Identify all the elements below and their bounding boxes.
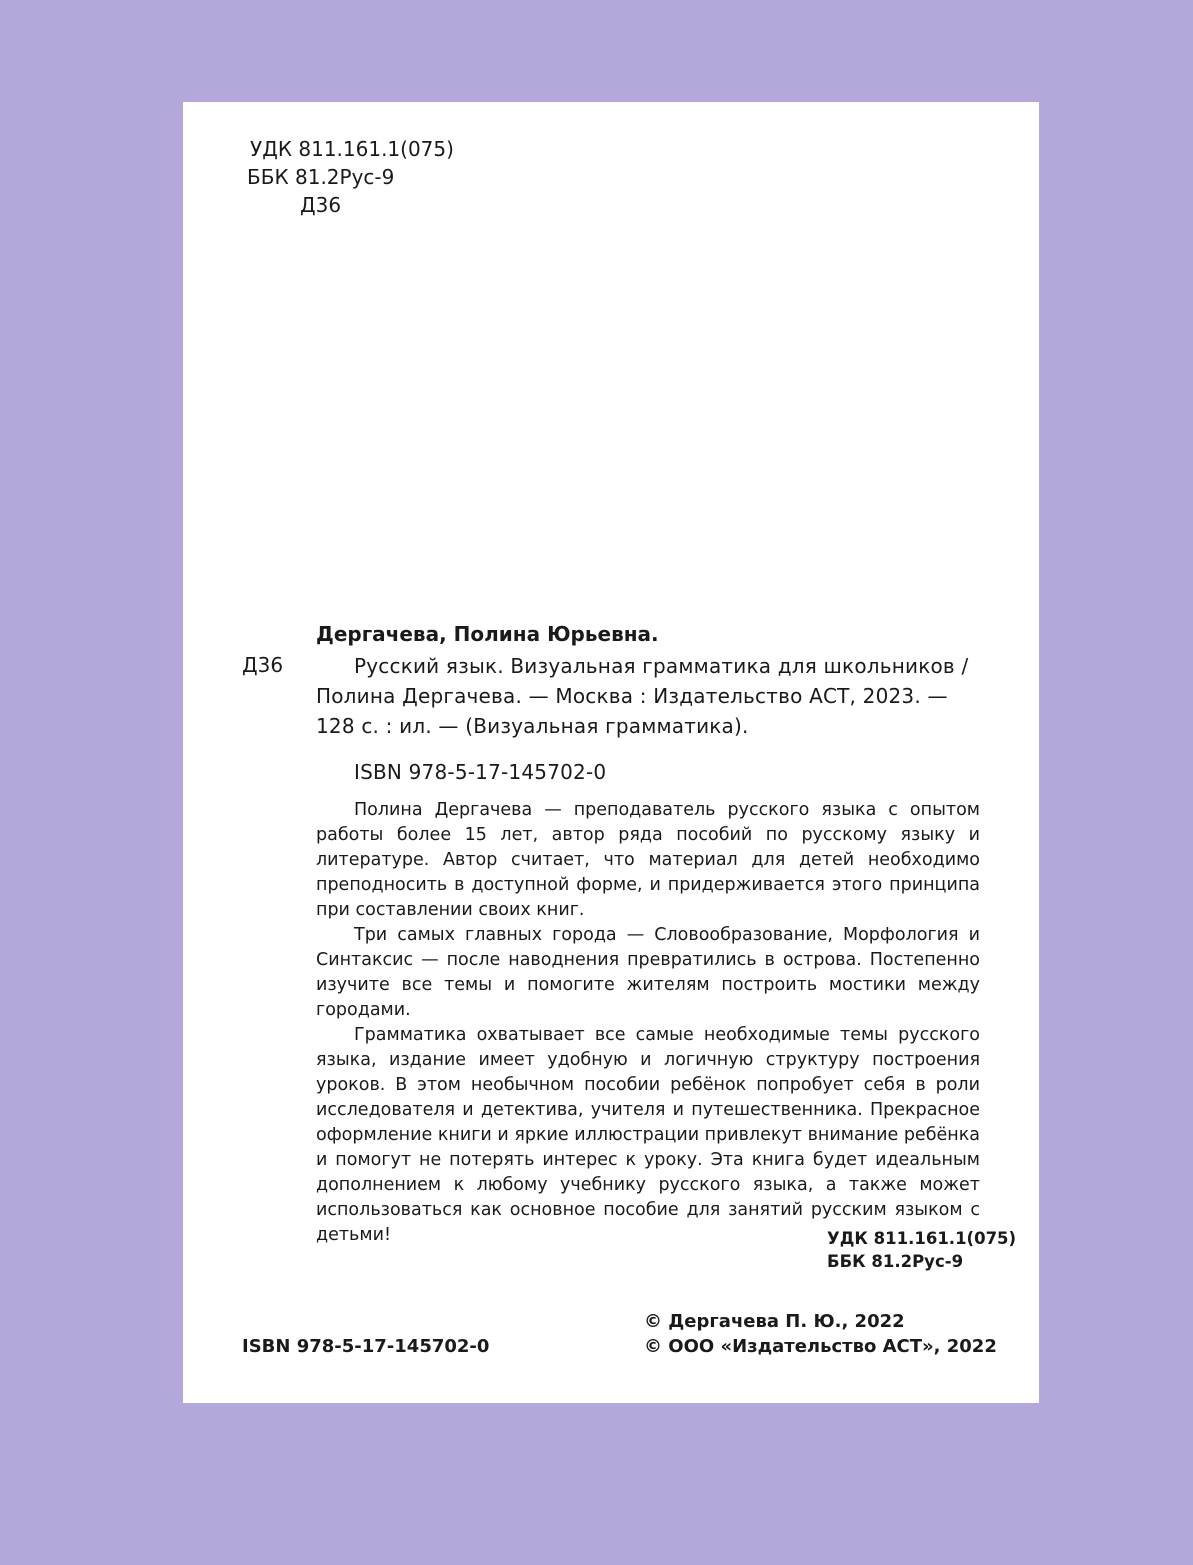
description-line-3: 128 с. : ил. — (Визуальная грамматика). xyxy=(316,714,749,738)
description-line-1: Русский язык. Визуальная грамматика для школьников / xyxy=(354,654,969,678)
annotation-bbk: ББК 81.2Рус-9 xyxy=(827,1252,964,1271)
author-mark: Д36 xyxy=(242,653,284,677)
header-bbk: ББК 81.2Рус-9 xyxy=(247,165,395,189)
footer-isbn: ISBN 978-5-17-145702-0 xyxy=(242,1336,490,1357)
annotation xyxy=(316,798,980,1248)
annotation-paragraph: Полина Дергачева — преподаватель русского языка с опытом работы более 15 лет, автор ряда пособий по русскому языку и литературе. Автор считает, что материал для детей необходимо преподносить в доступной форме, и придерживается этого принципа при составлении своих книг. xyxy=(316,800,980,920)
copyright-author: © Дергачева П. Ю., 2022 xyxy=(644,1311,905,1332)
annotation-paragraph: Три самых главных города — Словообразование, Морфология и Синтаксис — после наводнения превратились в острова. Постепенно изучите все темы и помогите жителям построить мостики между городами. xyxy=(316,925,980,1020)
imprint-page xyxy=(183,102,1039,1403)
annotation-paragraph: Грамматика охватывает все самые необходимые темы русского языка, издание имеет удобную и логичную структуру построения уроков. В этом необычном пособии ребёнок попробует себя в роли исследователя и детектива, учителя и путешественника. Прекрасное оформление книги и яркие иллюстрации привлекут внимание ребёнка и помогут не потерять интерес к уроку. Эта книга будет идеальным дополнением к любому учебнику русского языка, а также может использоваться как основное пособие для занятий русским языком с детьми! xyxy=(316,1025,980,1245)
header-udk: УДК 811.161.1(075) xyxy=(250,137,454,161)
annotation-udk: УДК 811.161.1(075) xyxy=(827,1229,1017,1248)
header-author-mark: Д36 xyxy=(300,193,342,217)
description-line-2: Полина Дергачева. — Москва : Издательство АСТ, 2023. — xyxy=(316,684,948,708)
author-heading: Дергачева, Полина Юрьевна. xyxy=(316,622,659,646)
isbn-record: ISBN 978-5-17-145702-0 xyxy=(354,760,607,784)
copyright-publisher: © ООО «Издательство АСТ», 2022 xyxy=(644,1336,997,1357)
